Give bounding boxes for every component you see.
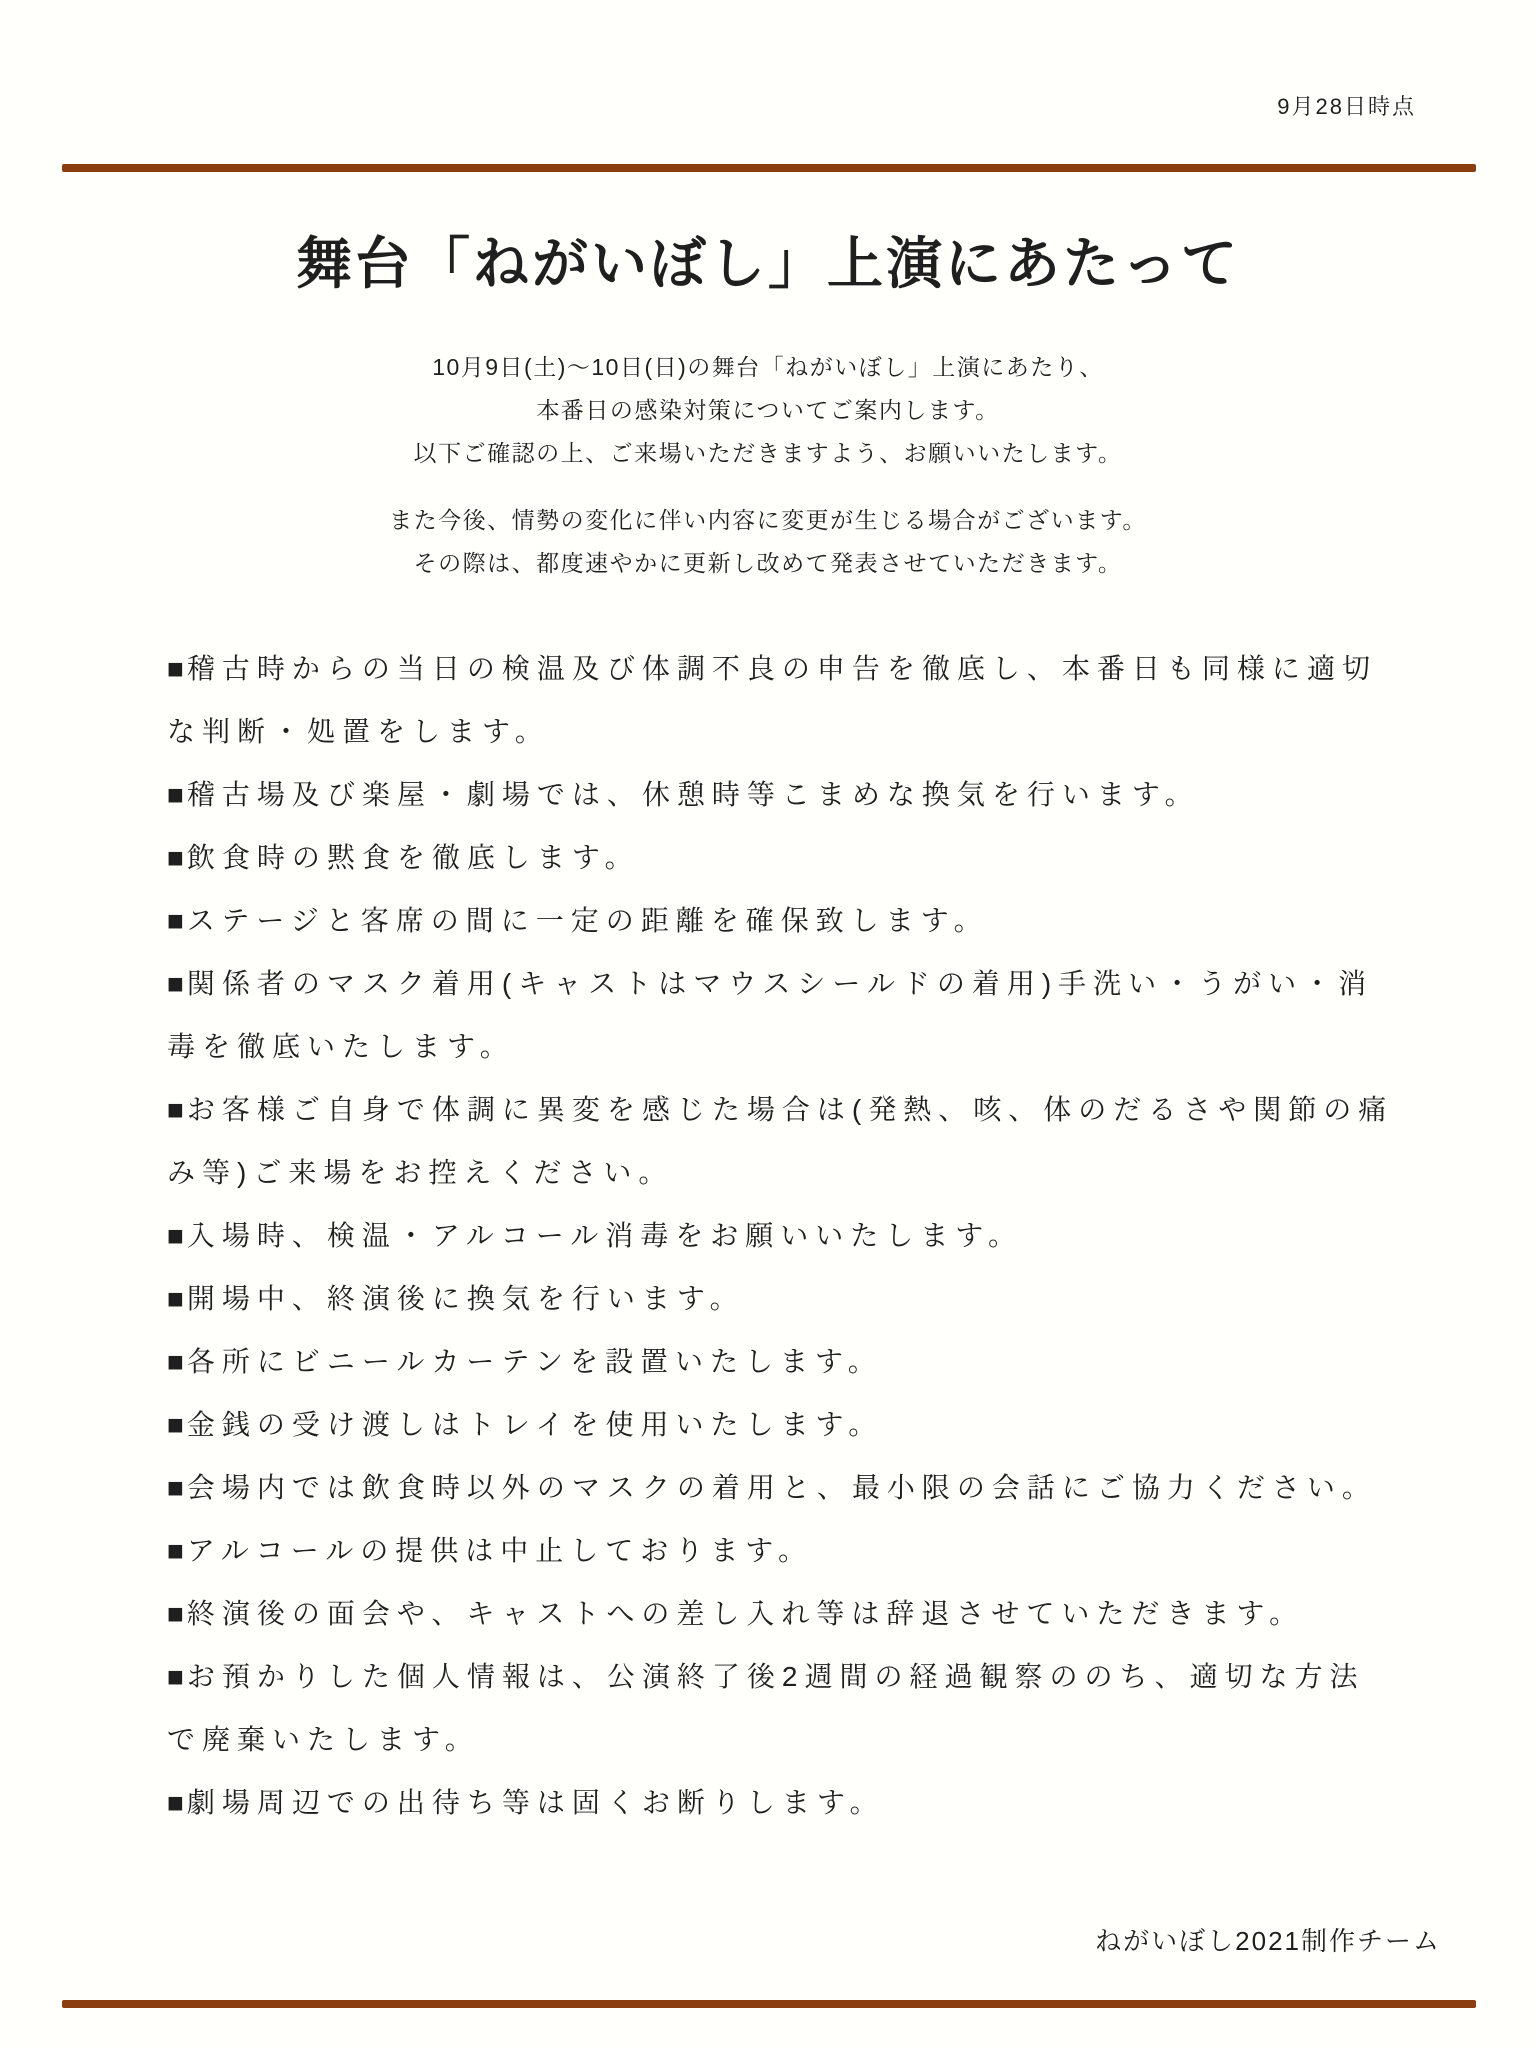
notice-text: 入場時、検温・アルコール消毒をお願いいたします。 [186,1220,1024,1251]
notice-text: 終演後の面会や、キャストへの差し入れ等は辞退させていただきます。 [186,1598,1305,1629]
intro-line: 本番日の感染対策についてご案内します。 [536,397,1000,423]
square-bullet-icon: ■ [167,1535,185,1566]
notice-item [167,826,1397,889]
square-bullet-icon: ■ [167,653,185,684]
notice-item [167,637,1397,763]
square-bullet-icon: ■ [167,1787,185,1818]
notice-item [167,1330,1397,1393]
intro-line: 以下ご確認の上、ご来場いただきますよう、お願いいたします。 [413,440,1123,466]
square-bullet-icon: ■ [167,1283,185,1314]
notice-text: アルコールの提供は中止しております。 [186,1535,814,1566]
notice-item [167,952,1397,1078]
square-bullet-icon: ■ [167,1409,185,1440]
notice-text: 劇場周辺での出待ち等は固くお断りします。 [186,1787,885,1818]
notice-text: 開場中、終演後に換気を行います。 [186,1283,745,1314]
notice-text: お客様ご自身で体調に異変を感じた場合は(発熱、咳、体のだるさや関節の痛み等)ご来場をお控えください。 [167,1094,1394,1188]
top-divider-rule [62,164,1476,172]
notice-item [167,1078,1397,1204]
intro-paragraph-2 [0,499,1536,585]
date-note: 9月28日時点 [1277,94,1416,119]
intro-line: 10月9日(土)～10日(日)の舞台「ねがいぼし」上演にあたり、 [432,354,1104,380]
notice-text: 金銭の受け渡しはトレイを使用いたします。 [186,1409,884,1440]
square-bullet-icon: ■ [167,968,185,999]
intro-paragraph-1 [0,346,1536,475]
page-title: 舞台「ねがいぼし」上演にあたって [296,232,1240,295]
notice-item [167,1393,1397,1456]
square-bullet-icon: ■ [167,1598,185,1629]
square-bullet-icon: ■ [167,1220,185,1251]
notice-text: 飲食時の黙食を徹底します。 [186,842,640,873]
square-bullet-icon: ■ [167,1472,185,1503]
notice-text: お預かりした個人情報は、公演終了後2週間の経過観察ののち、適切な方法で廃棄いたします。 [167,1661,1365,1755]
notice-item [167,1582,1397,1645]
square-bullet-icon: ■ [167,905,185,936]
notice-item [167,1645,1397,1771]
notice-item [167,1519,1397,1582]
notice-text: 会場内では飲食時以外のマスクの着用と、最小限の会話にご協力ください。 [186,1472,1377,1503]
notice-text: ステージと客席の間に一定の距離を確保致します。 [186,905,989,936]
intro-line: その際は、都度速やかに更新し改めて発表させていただきます。 [413,550,1123,576]
notice-item [167,763,1397,826]
square-bullet-icon: ■ [167,779,185,810]
notice-item [167,889,1397,952]
square-bullet-icon: ■ [167,1661,185,1692]
square-bullet-icon: ■ [167,1346,185,1377]
notice-text: 各所にビニールカーテンを設置いたします。 [186,1346,883,1377]
notice-item [167,1771,1397,1834]
credit-line: ねがいぼし2021制作チーム [1095,1926,1441,1956]
notice-item [167,1267,1397,1330]
notice-list [0,637,1536,1834]
notice-text: 稽古場及び楽屋・劇場では、休憩時等こまめな換気を行います。 [186,779,1200,810]
intro-line: また今後、情勢の変化に伴い内容に変更が生じる場合がございます。 [389,507,1147,533]
notice-text: 関係者のマスク着用(キャストはマウスシールドの着用)手洗い・うがい・消毒を徹底いたします。 [167,968,1374,1062]
notice-item [167,1204,1397,1267]
notice-item [167,1456,1397,1519]
notice-text: 稽古時からの当日の検温及び体調不良の申告を徹底し、本番日も同様に適切な判断・処置をします。 [167,653,1377,747]
square-bullet-icon: ■ [167,1094,185,1125]
bottom-divider-rule [62,2000,1476,2008]
square-bullet-icon: ■ [167,842,185,873]
